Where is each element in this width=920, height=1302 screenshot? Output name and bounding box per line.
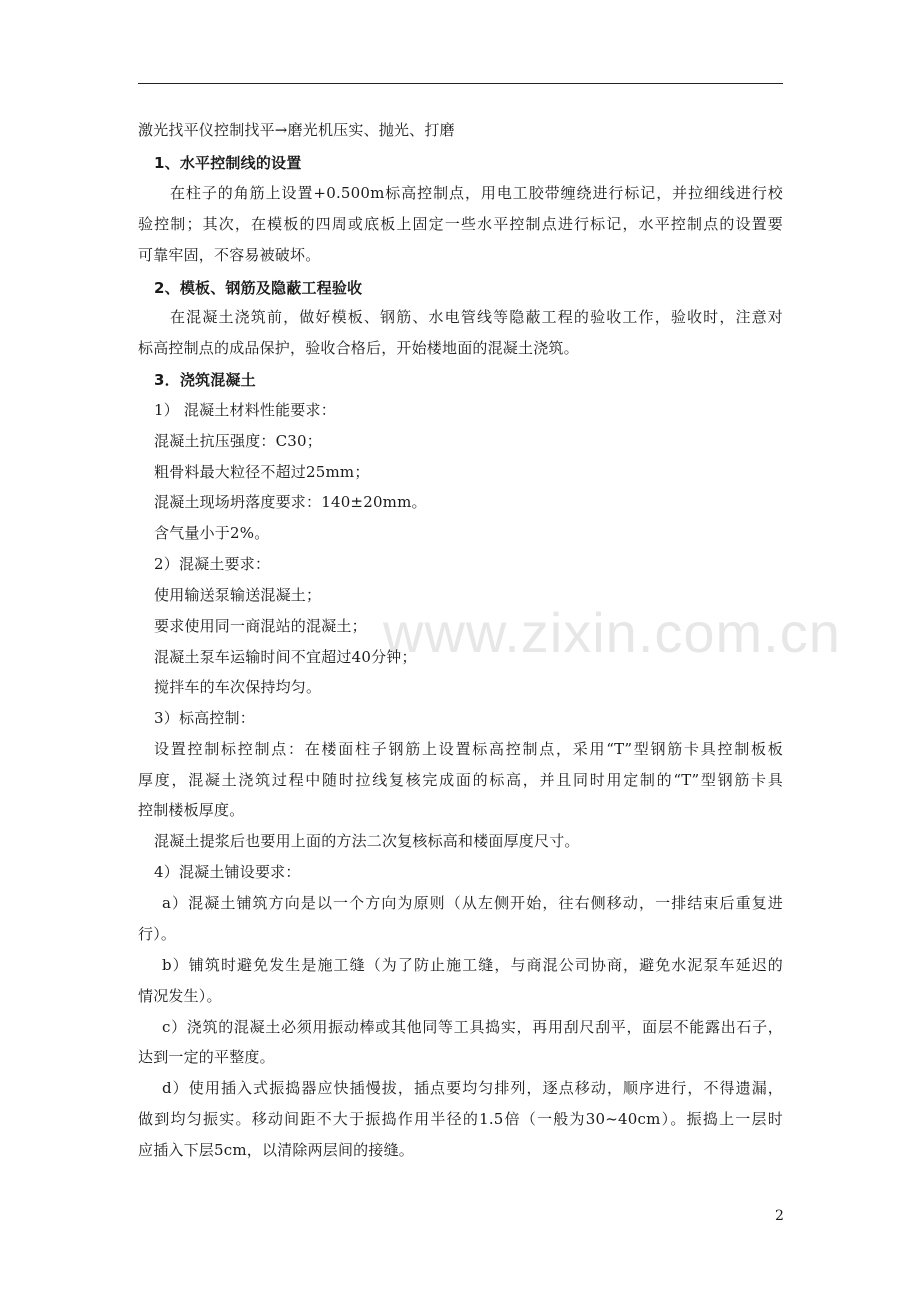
- sub2-item-2: 要求使用同一商混站的混凝土；: [154, 617, 367, 635]
- heading-2: 2、模板、钢筋及隐蔽工程验收: [154, 279, 363, 297]
- header-rule: [138, 83, 783, 84]
- sub4-d-line-1: d）使用插入式振捣器应快插慢拔，插点要均匀排列，逐点移动，顺序进行，不得遗漏，: [162, 1079, 783, 1097]
- s1-line-2: 验控制；其次，在模板的四周或底板上固定一些水平控制点进行标记，水平控制点的设置要: [138, 215, 783, 233]
- sub1-title: 1） 混凝土材料性能要求：: [154, 401, 336, 419]
- page-number: 2: [775, 1208, 784, 1224]
- sub4-b-line-1: b）铺筑时避免发生是施工缝（为了防止施工缝，与商混公司协商，避免水泥泵车延迟的: [162, 956, 783, 974]
- heading-1: 1、水平控制线的设置: [154, 154, 302, 172]
- sub2-item-4: 搅拌车的车次保持均匀。: [154, 678, 322, 696]
- sub2-item-1: 使用输送泵输送混凝土；: [154, 586, 322, 604]
- sub1-item-1: 混凝土抗压强度：C30；: [154, 432, 322, 450]
- sub4-a-line-2: 行）。: [138, 925, 177, 943]
- sub4-d-line-3: 应插入下层5cm，以清除两层间的接缝。: [138, 1141, 414, 1159]
- s2-line-1: 在混凝土浇筑前，做好模板、钢筋、水电管线等隐蔽工程的验收工作，验收时，注意对: [170, 308, 783, 326]
- sub1-item-4: 含气量小于2%。: [154, 524, 270, 542]
- sub4-a-line-1: a）混凝土铺筑方向是以一个方向为原则（从左侧开始，往右侧移动，一排结束后重复进: [162, 894, 783, 912]
- sub4-title: 4）混凝土铺设要求：: [154, 863, 301, 881]
- sub4-d-line-2: 做到均匀振实。移动间距不大于振捣作用半径的1.5倍（一般为30~40cm）。振捣上一层时: [138, 1110, 783, 1128]
- sub2-title: 2）混凝土要求：: [154, 555, 271, 573]
- sub1-item-3: 混凝土现场坍落度要求：140±20mm。: [154, 493, 427, 511]
- sub4-c-line-1: c）浇筑的混凝土必须用振动棒或其他同等工具捣实，再用刮尺刮平，面层不能露出石子，: [162, 1018, 783, 1036]
- sub2-item-3: 混凝土泵车运输时间不宜超过40分钟；: [154, 648, 417, 666]
- sub3-p1-line-1: 设置控制标控制点：在楼面柱子钢筋上设置标高控制点，采用“T”型钢筋卡具控制板板: [154, 740, 783, 758]
- sub3-p2: 混凝土提浆后也要用上面的方法二次复核标高和楼面厚度尺寸。: [154, 832, 580, 850]
- s2-line-2: 标高控制点的成品保护，验收合格后，开始楼地面的混凝土浇筑。: [138, 339, 579, 357]
- heading-3: 3．浇筑混凝土: [154, 371, 256, 389]
- sub3-p1-line-3: 控制楼板厚度。: [138, 801, 245, 819]
- sub3-p1-line-2: 厚度，混凝土浇筑过程中随时拉线复核完成面的标高，并且同时用定制的“T”型钢筋卡具: [138, 771, 783, 789]
- sub4-b-line-2: 情况发生）。: [138, 987, 222, 1005]
- s1-line-1: 在柱子的角筋上设置+0.500m标高控制点，用电工胶带缠绕进行标记，并拉细线进行校: [170, 184, 783, 202]
- intro-line: 激光找平仪控制找平→磨光机压实、抛光、打磨: [138, 121, 455, 139]
- sub3-title: 3）标高控制：: [154, 709, 255, 727]
- watermark: www.zixin.com.cn: [383, 601, 841, 664]
- s1-line-3: 可靠牢固，不容易被破坏。: [138, 246, 321, 264]
- sub1-item-2: 粗骨料最大粒径不超过25mm；: [154, 463, 370, 481]
- sub4-c-line-2: 达到一定的平整度。: [138, 1048, 275, 1066]
